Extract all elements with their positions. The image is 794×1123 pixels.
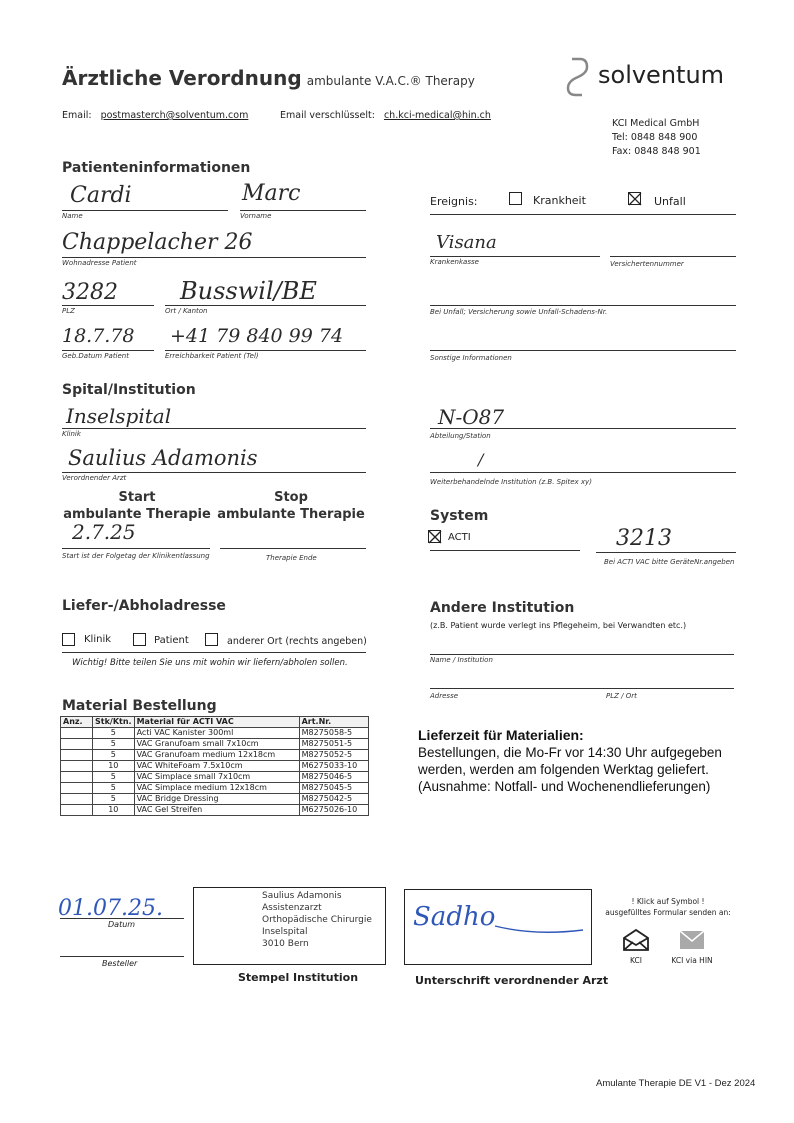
krankenkasse-value[interactable]: Visana <box>436 232 497 253</box>
unfall-nr-label: Bei Unfall; Versicherung sowie Unfall-Schadens-Nr. <box>430 308 608 316</box>
patient-vorname-value[interactable]: Marc <box>242 181 301 206</box>
section-spital: Spital/Institution <box>62 382 196 398</box>
cell-material: VAC Gel Streifen <box>134 805 299 816</box>
liefer-anderer-checkbox[interactable] <box>205 633 218 646</box>
cell-stk: 10 <box>93 805 135 816</box>
tel-label: Erreichbarkeit Patient (Tel) <box>165 352 259 360</box>
stamp-text <box>262 890 372 950</box>
start-l1: Start <box>118 490 156 505</box>
start-heading <box>62 489 212 523</box>
ort-label: Ort / Kanton <box>165 307 208 315</box>
cell-artnr: M8275052-5 <box>299 750 368 761</box>
section-system: System <box>430 508 489 524</box>
start-note: Start ist der Folgetag der Klinikentlassung <box>62 552 210 560</box>
stamp-line: Saulius Adamonis <box>262 891 342 901</box>
patient-ort-value[interactable]: Busswil/BE <box>180 277 317 305</box>
cell-artnr: M8275045-5 <box>299 783 368 794</box>
cell-anz[interactable] <box>61 761 93 772</box>
cell-artnr: M8275058-5 <box>299 728 368 739</box>
table-row <box>61 794 369 805</box>
signature-box[interactable] <box>404 889 592 965</box>
checkmark-icon <box>428 530 442 544</box>
klick-l1: ! Klick auf Symbol ! <box>631 897 705 906</box>
acti-label: ACTI <box>448 532 471 543</box>
vorname-label: Vorname <box>240 212 272 220</box>
section-andere: Andere Institution <box>430 600 575 616</box>
datum-value[interactable]: 01.07.25. <box>58 896 163 921</box>
unfall-checkbox[interactable] <box>628 192 641 205</box>
stamp-line: Inselspital <box>262 927 308 937</box>
wichtig-text: Bitte teilen Sie uns mit wohin wir liefern/abholen sollen. <box>110 658 348 668</box>
plz-label: PLZ <box>62 307 75 315</box>
table-row <box>61 728 369 739</box>
cell-anz[interactable] <box>61 794 93 805</box>
krankenkasse-label: Krankenkasse <box>430 258 479 266</box>
cell-artnr: M8275046-5 <box>299 772 368 783</box>
kci-hin-button[interactable] <box>670 928 714 965</box>
cell-material: Acti VAC Kanister 300ml <box>134 728 299 739</box>
table-row <box>61 739 369 750</box>
company-name: KCI Medical GmbH <box>612 118 700 129</box>
cell-material: VAC WhiteFoam 7.5x10cm <box>134 761 299 772</box>
table-row <box>61 772 369 783</box>
stop-l2: ambulante Therapie <box>217 507 365 522</box>
page-title <box>62 66 475 90</box>
email-label: Email: <box>62 110 92 121</box>
table-row <box>61 761 369 772</box>
ende-label: Therapie Ende <box>266 554 317 562</box>
hin-mail-icon <box>678 928 706 952</box>
kci-label: KCI <box>630 956 642 965</box>
email-row <box>62 110 248 121</box>
lieferzeit-title: Lieferzeit für Materialien: <box>418 727 584 743</box>
email-link[interactable]: postmasterch@solventum.com <box>100 110 249 121</box>
cell-stk: 5 <box>93 783 135 794</box>
table-row <box>61 750 369 761</box>
section-patient: Patienteninformationen <box>62 160 251 176</box>
cell-anz[interactable] <box>61 728 93 739</box>
cell-stk: 5 <box>93 794 135 805</box>
patient-address-value[interactable]: Chappelacher 26 <box>62 230 253 255</box>
col-anz: Anz. <box>61 717 93 728</box>
material-table <box>60 716 369 816</box>
lieferzeit-line3: (Ausnahme: Notfall- und Wochenendlieferungen) <box>418 779 711 794</box>
company-info <box>612 117 701 159</box>
sonstige-label: Sonstige Informationen <box>430 354 512 362</box>
arzt-label: Verordnender Arzt <box>62 474 127 482</box>
cell-material: VAC Simplace small 7x10cm <box>134 772 299 783</box>
cell-anz[interactable] <box>61 739 93 750</box>
wichtig-note <box>72 658 348 668</box>
arzt-value[interactable]: Saulius Adamonis <box>68 446 258 470</box>
col-material: Material für ACTI VAC <box>134 717 299 728</box>
anderer-text: anderer Ort <box>227 636 283 647</box>
cell-stk: 5 <box>93 728 135 739</box>
section-material: Material Bestellung <box>62 698 217 714</box>
cell-stk: 5 <box>93 772 135 783</box>
cell-anz[interactable] <box>61 783 93 794</box>
envelope-icon <box>622 928 650 952</box>
start-value[interactable]: 2.7.25 <box>72 520 136 544</box>
andere-adresse-label: Adresse <box>430 692 459 700</box>
weiter-label: Weiterbehandelnde Institution (z.B. Spitex xy) <box>430 478 592 486</box>
email-enc-label: Email verschlüsselt: <box>280 110 375 121</box>
stempel-box <box>193 887 386 965</box>
krankheit-checkbox[interactable] <box>509 192 522 205</box>
liefer-patient-label: Patient <box>154 635 189 646</box>
cell-stk: 10 <box>93 761 135 772</box>
checkmark-icon <box>628 192 642 206</box>
stop-l1: Stop <box>274 490 308 505</box>
stempel-label: Stempel Institution <box>238 971 359 984</box>
logo-mark-icon <box>560 55 596 99</box>
send-instructions <box>598 896 738 918</box>
cell-material: VAC Granufoam medium 12x18cm <box>134 750 299 761</box>
solventum-logo <box>560 55 730 99</box>
wichtig-label: Wichtig! <box>72 658 108 668</box>
version-text: Amulante Therapie DE V1 - Dez 2024 <box>596 1078 756 1089</box>
cell-material: VAC Simplace medium 12x18cm <box>134 783 299 794</box>
geraet-nr-value[interactable]: 3213 <box>616 526 672 551</box>
cell-artnr: M6275033-10 <box>299 761 368 772</box>
address-label: Wohnadresse Patient <box>62 259 137 267</box>
patient-dob-value[interactable]: 18.7.78 <box>62 325 135 347</box>
signature-value: Sadho <box>413 902 496 932</box>
email-enc-link[interactable]: ch.kci-medical@hin.ch <box>383 110 491 121</box>
ereignis-label: Ereignis: <box>430 195 478 208</box>
unterschrift-label: Unterschrift verordnender Arzt <box>415 974 609 987</box>
besteller-label: Besteller <box>102 959 138 968</box>
klick-l2: ausgefülltes Formular senden an: <box>605 908 731 917</box>
andere-plz-label: PLZ / Ort <box>606 692 637 700</box>
kci-hin-label: KCI via HIN <box>671 956 713 965</box>
liefer-anderer-label <box>227 636 367 647</box>
lieferzeit-line1: Bestellungen, die Mo-Fr vor 14:30 Uhr aufgegeben <box>418 745 722 760</box>
kci-mail-button[interactable] <box>620 928 652 965</box>
name-label: Name <box>62 212 83 220</box>
weiter-value[interactable]: / <box>478 450 484 469</box>
table-row <box>61 805 369 816</box>
klinik-value[interactable]: Inselspital <box>66 404 172 428</box>
krankheit-label: Krankheit <box>533 194 586 207</box>
acti-checkbox[interactable] <box>428 530 441 543</box>
title-sub: ambulante V.A.C.® Therapy <box>306 74 475 88</box>
liefer-patient-checkbox[interactable] <box>133 633 146 646</box>
cell-anz[interactable] <box>61 772 93 783</box>
email-enc-row <box>280 110 491 121</box>
start-l2: ambulante Therapie <box>63 507 211 522</box>
liefer-klinik-label: Klinik <box>84 634 112 645</box>
patient-name-value[interactable]: Cardi <box>70 183 132 208</box>
klinik-label: Klinik <box>62 430 81 438</box>
versicherten-label: Versichertennummer <box>610 260 684 268</box>
liefer-klinik-checkbox[interactable] <box>62 633 75 646</box>
anderer-hint: (rechts angeben) <box>285 636 367 647</box>
stamp-line: 3010 Bern <box>262 939 309 949</box>
abteilung-value[interactable]: N-O87 <box>438 405 505 429</box>
signature-stroke <box>405 890 585 960</box>
patient-plz-value[interactable]: 3282 <box>62 280 118 305</box>
cell-anz[interactable] <box>61 805 93 816</box>
col-stk: Stk/Ktn. <box>93 717 135 728</box>
lieferzeit-line2: werden, werden am folgenden Werktag geliefert. <box>418 762 709 777</box>
cell-anz[interactable] <box>61 750 93 761</box>
stamp-line: Assistenzarzt <box>262 903 322 913</box>
cell-stk: 5 <box>93 739 135 750</box>
cell-artnr: M8275051-5 <box>299 739 368 750</box>
cell-artnr: M8275042-5 <box>299 794 368 805</box>
cell-material: VAC Bridge Dressing <box>134 794 299 805</box>
cell-artnr: M6275026-10 <box>299 805 368 816</box>
patient-tel-value[interactable]: +41 79 840 99 74 <box>170 325 344 347</box>
col-artnr: Art.Nr. <box>299 717 368 728</box>
table-row <box>61 783 369 794</box>
geraet-label: Bei ACTI VAC bitte GeräteNr.angeben <box>604 558 735 566</box>
datum-label: Datum <box>108 920 136 929</box>
section-liefer: Liefer-/Abholadresse <box>62 598 226 614</box>
dob-label: Geb.Datum Patient <box>62 352 129 360</box>
logo-text: solventum <box>598 61 725 89</box>
lieferzeit-box <box>418 727 722 795</box>
cell-stk: 5 <box>93 750 135 761</box>
company-tel: Tel: 0848 848 900 <box>612 132 698 143</box>
abteilung-label: Abteilung/Station <box>430 432 491 440</box>
stamp-line: Orthopädische Chirurgie <box>262 915 372 925</box>
company-fax: Fax: 0848 848 901 <box>612 146 701 157</box>
andere-name-label: Name / Institution <box>430 656 493 664</box>
cell-material: VAC Granufoam small 7x10cm <box>134 739 299 750</box>
stop-heading <box>216 489 366 523</box>
unfall-label: Unfall <box>654 195 686 208</box>
title-main: Ärztliche Verordnung <box>62 66 302 90</box>
andere-hint: (z.B. Patient wurde verlegt ins Pflegeheim, bei Verwandten etc.) <box>430 621 687 630</box>
